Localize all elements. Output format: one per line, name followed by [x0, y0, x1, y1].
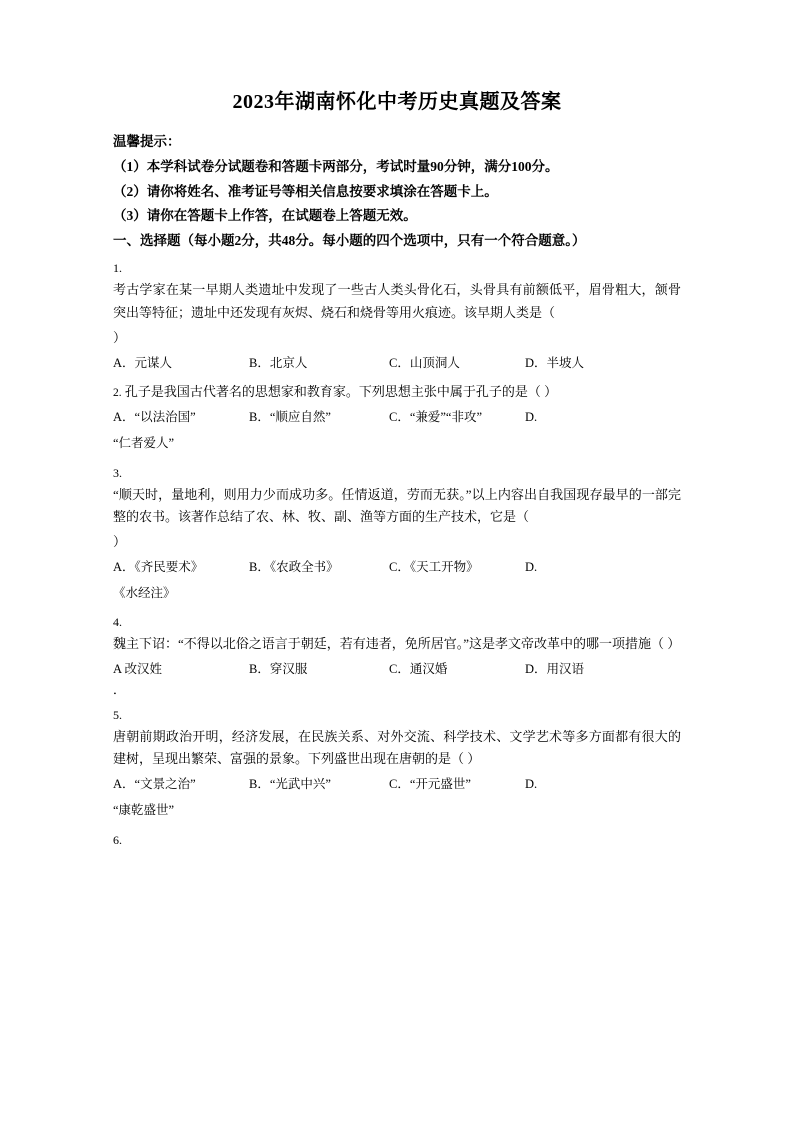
page-title: 2023年湖南怀化中考历史真题及答案: [232, 91, 562, 113]
question-stem: “顺天时，量地利，则用力少而成功多。任情返道，劳而无获。”以上内容出自我国现存最早的一部完整的农书。该著作总结了农、林、牧、副、渔等方面的生产技术，它是（: [113, 486, 681, 525]
option-a: A．元谋人: [113, 355, 173, 370]
option-c: C．《天工开物》: [389, 559, 479, 574]
option-d-continuation: “康乾盛世”: [113, 802, 175, 817]
question-stem-text: 孔子是我国古代著名的思想家和教育家。下列思想主张中属于孔子的是（ ）: [124, 384, 558, 400]
notice-line-3: （3）请你在答题卡上作答，在试题卷上答题无效。: [113, 208, 417, 224]
notice-line-2: （2）请你将姓名、准考证号等相关信息按要求填涂在答题卡上。: [113, 183, 498, 199]
option-b: B．“顺应自然”: [249, 410, 331, 425]
option-d: D.: [525, 559, 538, 574]
option-b: B．《农政全书》: [249, 559, 339, 574]
option-a: A 改汉姓: [113, 662, 162, 677]
document-body: [113, 88, 681, 851]
question-stem: [113, 381, 681, 404]
option-c: C．“兼爱”“非攻”: [389, 410, 483, 425]
notice-line-1: （1）本学科试卷分试题卷和答题卡两部分，考试时量90分钟，满分100分。: [113, 158, 559, 174]
option-d: D.: [525, 410, 538, 425]
option-b: B．“光武中兴”: [249, 777, 331, 792]
option-a: A．“文景之治”: [113, 777, 196, 792]
option-a: A．《齐民要术》: [113, 559, 204, 574]
question-stem: 魏主下诏：“不得以北俗之语言于朝廷，若有违者，免所居官。”这是孝文帝改革中的哪一项措施（ ）: [113, 636, 681, 652]
question-stem-tail: ）: [113, 534, 127, 550]
question-stem: 考古学家在某一早期人类遗址中发现了一些古人类头骨化石，头骨具有前额低平，眉骨粗大，颔骨突出等特征；遗址中还发现有灰烬、烧石和烧骨等用火痕迹。该早期人类是（: [113, 282, 681, 321]
question-options: [113, 556, 681, 580]
option-b: B．穿汉服: [249, 662, 308, 677]
question-options: [113, 658, 681, 682]
option-a: A．“以法治国”: [113, 410, 196, 425]
option-d: D.: [525, 777, 538, 792]
option-c: C．“开元盛世”: [389, 777, 471, 792]
option-c: C．通汉婚: [389, 662, 448, 677]
option-d: D．用汉语: [525, 662, 585, 677]
option-b: B．北京人: [249, 355, 308, 370]
question-stem-tail: ）: [113, 329, 127, 345]
question-options: [113, 773, 681, 797]
question-number: 2.: [113, 387, 122, 400]
option-d-continuation: “仁者爱人”: [113, 435, 175, 450]
question-number: 5.: [113, 707, 122, 722]
question-stem: 唐朝前期政治开明，经济发展，在民族关系、对外交流、科学技术、文学艺术等多方面都有很大的建树，呈现出繁荣、富强的景象。下列盛世出现在唐朝的是（ ）: [113, 728, 681, 767]
option-d-continuation: 《水经注》: [113, 585, 176, 600]
question-options: [113, 406, 681, 430]
question-number: 4.: [113, 615, 122, 630]
question-number: 1.: [113, 261, 122, 276]
notice-label: 温馨提示：: [113, 134, 181, 149]
section-heading-选择题: 一、选择题（每小题2分，共48分。每小题的四个选项中，只有一个符合题意。）: [113, 232, 586, 248]
question-number: 3.: [113, 465, 122, 480]
option-a-dot-marker: ．: [113, 682, 126, 697]
option-c: C．山顶洞人: [389, 355, 460, 370]
option-d: D．半坡人: [525, 355, 585, 370]
question-options: [113, 352, 681, 376]
question-number: 6.: [113, 832, 122, 847]
